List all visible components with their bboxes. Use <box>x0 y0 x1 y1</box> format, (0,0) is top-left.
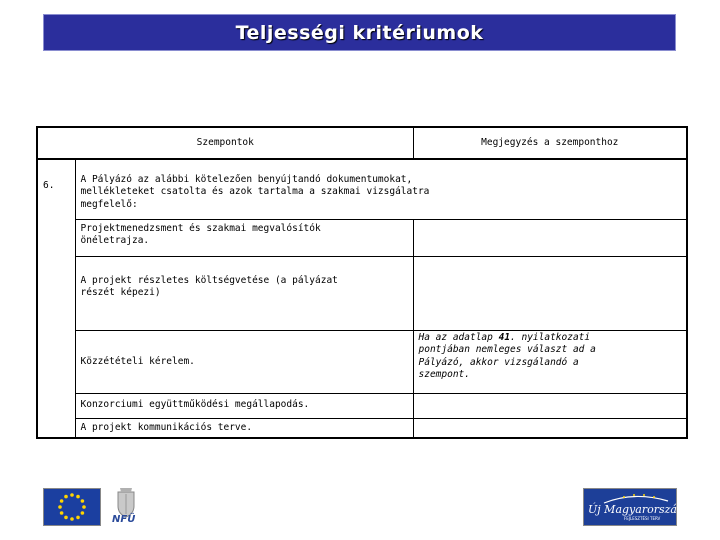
criteria-table <box>36 126 688 439</box>
row-text: A projekt részletes költségvetése (a pályázat részét képezi) <box>75 257 413 331</box>
nfu-label: NFÜ <box>112 514 136 525</box>
row-note <box>413 419 687 439</box>
row-note <box>413 220 687 257</box>
note-text-post: . nyilatkozati pontjában nemleges választ ad a Pályázó, akkor vizsgálandó a szempont. <box>418 332 596 381</box>
table-header-row <box>37 127 687 159</box>
row-text: A projekt kommunikációs terve. <box>75 419 413 439</box>
table-row <box>37 394 687 419</box>
row-note <box>413 331 687 394</box>
nfu-logo <box>108 484 144 528</box>
slide-title-bar <box>43 14 676 51</box>
uj-magyarorszag-logo <box>583 488 684 526</box>
row-note <box>413 394 687 419</box>
row-text: Közzétételi kérelem. <box>75 331 413 394</box>
row-text: Projektmenedzsment és szakmai megvalósítók önéletrajza. <box>75 220 413 257</box>
uj-magyarorszag-label: Új Magyarország <box>588 503 684 516</box>
row-text: Konzorciumi együttműködési megállapodás. <box>75 394 413 419</box>
note-text-bold: 41 <box>498 332 511 343</box>
table-row <box>37 419 687 439</box>
eu-flag-logo <box>43 488 101 526</box>
table-row <box>37 257 687 331</box>
table-row <box>37 331 687 394</box>
row-note <box>413 257 687 331</box>
header-criteria: Szempontok <box>37 127 413 159</box>
table-row <box>37 220 687 257</box>
eu-flag-icon <box>44 489 100 525</box>
note-text-pre: Ha az adatlap <box>418 332 499 343</box>
uj-magyarorszag-sublabel: FEJLESZTÉSI TERV <box>624 516 661 521</box>
row-text-main: A Pályázó az alábbi kötelezően benyújtandó dokumentumokat, mellékleteket csatolta és azok tartalma a szakmai vizsgálatra megfelelő: <box>75 159 687 220</box>
header-note: Megjegyzés a szemponthoz <box>413 127 687 159</box>
row-number: 6. <box>37 159 75 438</box>
table-row <box>37 159 687 220</box>
slide-title: Teljességi kritériumok <box>235 21 484 44</box>
